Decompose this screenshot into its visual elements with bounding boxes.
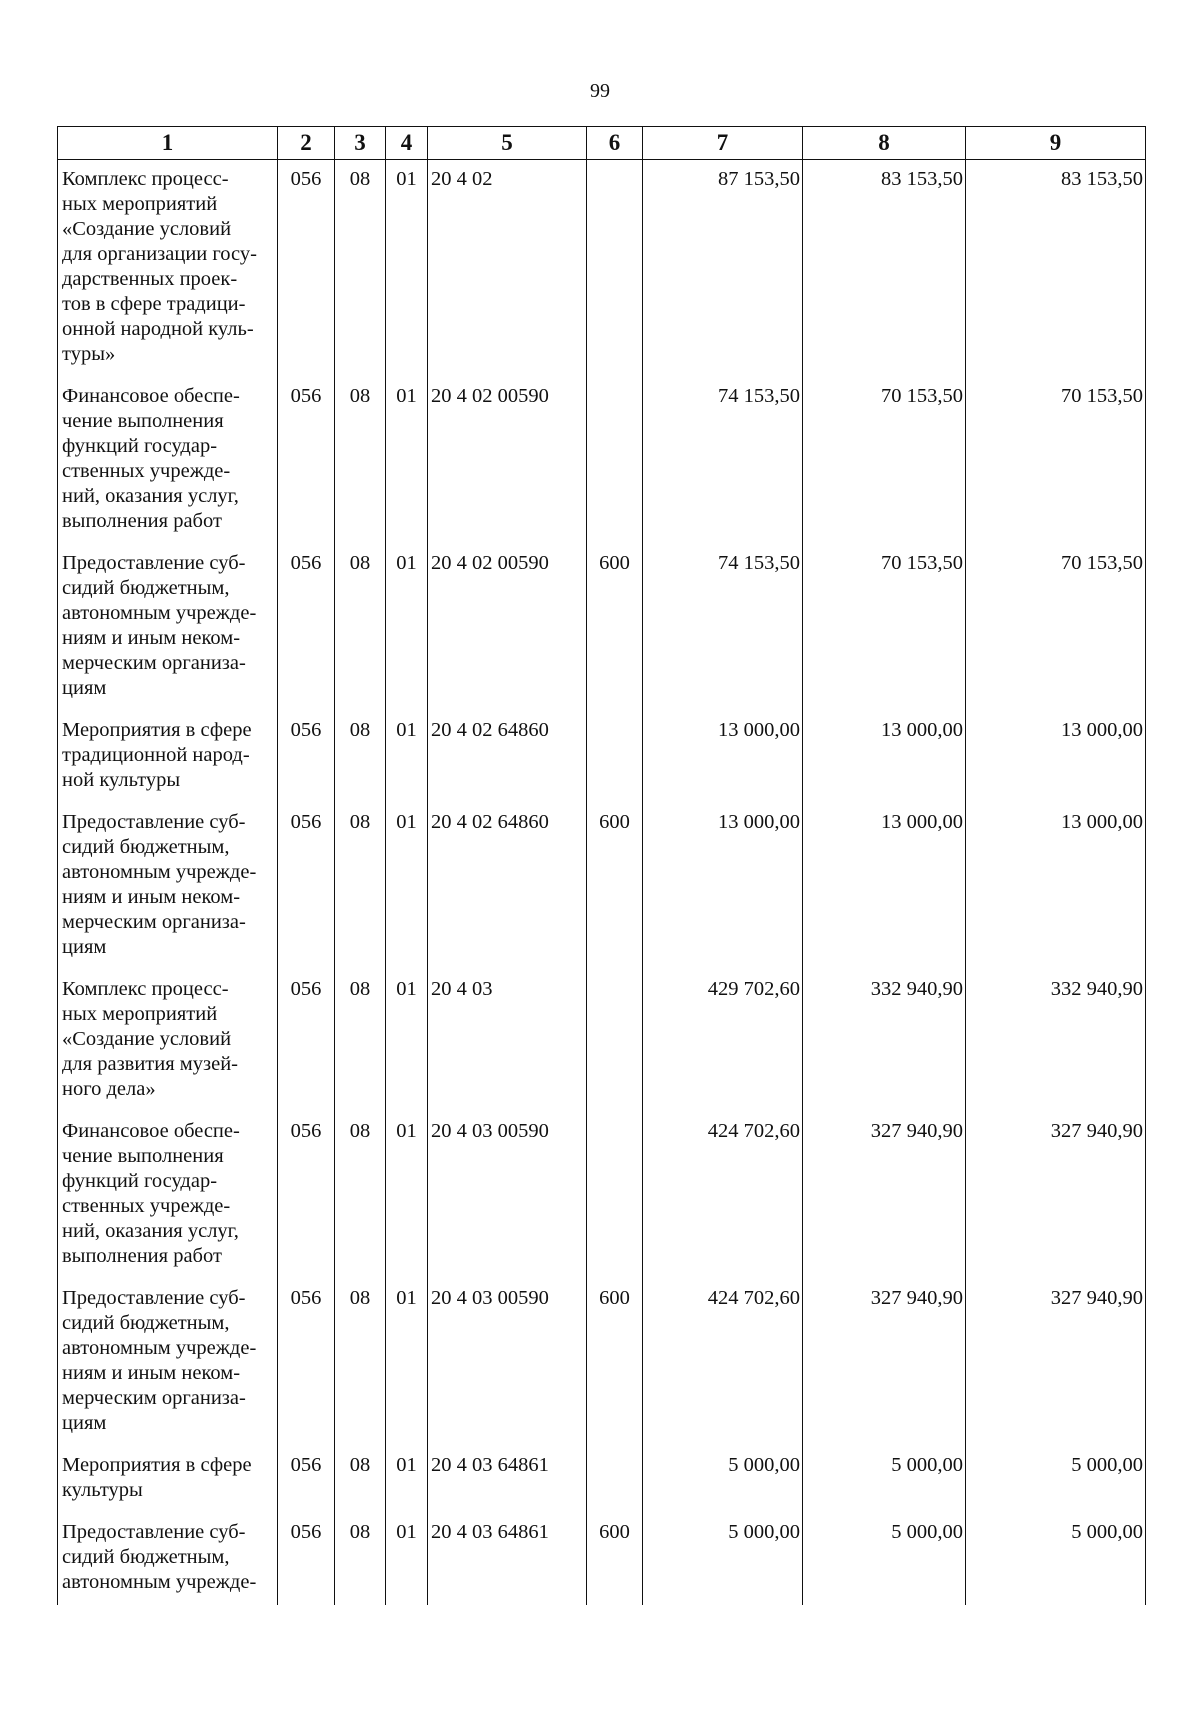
row-amount-8-cell: 327 940,90 <box>803 1112 966 1279</box>
row-amount-9-cell: 332 940,90 <box>966 970 1146 1112</box>
header-col-8: 8 <box>803 127 966 160</box>
row-code-6-cell <box>587 1112 643 1279</box>
table-row <box>58 1446 1146 1513</box>
row-code-4-cell: 01 <box>386 1279 428 1446</box>
table-body <box>58 160 1146 1606</box>
row-name-cell: Финансовое обеспе- чение выполнения функций государ- ственных учрежде- ний, оказания услуг, выполнения работ <box>58 377 278 544</box>
row-name-cell: Мероприятия в сфере культуры <box>58 1446 278 1513</box>
row-name-cell: Мероприятия в сфере традиционной народ- ной культуры <box>58 711 278 803</box>
row-amount-7-cell: 5 000,00 <box>643 1446 803 1513</box>
row-amount-7-cell: 13 000,00 <box>643 803 803 970</box>
row-amount-7-cell: 429 702,60 <box>643 970 803 1112</box>
row-code-5-cell: 20 4 03 00590 <box>428 1279 587 1446</box>
row-amount-7-cell: 5 000,00 <box>643 1513 803 1605</box>
row-amount-9-cell: 83 153,50 <box>966 160 1146 378</box>
row-code-5-cell: 20 4 02 00590 <box>428 377 587 544</box>
row-name-cell: Предоставление суб- сидий бюджетным, автономным учрежде- ниям и иным неком- мерческим организа- циям <box>58 803 278 970</box>
row-code-6-cell <box>587 160 643 378</box>
row-code-4-cell: 01 <box>386 1112 428 1279</box>
row-code-5-cell: 20 4 03 64861 <box>428 1446 587 1513</box>
row-code-3-cell: 08 <box>335 711 386 803</box>
header-col-6: 6 <box>587 127 643 160</box>
row-amount-8-cell: 5 000,00 <box>803 1513 966 1605</box>
row-code-5-cell: 20 4 02 64860 <box>428 711 587 803</box>
budget-table-container <box>57 126 1145 1605</box>
table-row <box>58 711 1146 803</box>
row-code-2-cell: 056 <box>278 711 335 803</box>
row-name-cell: Комплекс процесс- ных мероприятий «Создание условий для организации госу- дарственных проек- тов в сфере традици- онной народной куль- туры» <box>58 160 278 378</box>
row-amount-8-cell: 327 940,90 <box>803 1279 966 1446</box>
row-code-4-cell: 01 <box>386 160 428 378</box>
row-code-4-cell: 01 <box>386 544 428 711</box>
row-code-2-cell: 056 <box>278 160 335 378</box>
row-code-6-cell <box>587 711 643 803</box>
row-code-2-cell: 056 <box>278 544 335 711</box>
row-amount-9-cell: 5 000,00 <box>966 1513 1146 1605</box>
row-amount-9-cell: 13 000,00 <box>966 803 1146 970</box>
row-amount-7-cell: 424 702,60 <box>643 1112 803 1279</box>
row-code-4-cell: 01 <box>386 1446 428 1513</box>
table-row <box>58 1112 1146 1279</box>
row-code-3-cell: 08 <box>335 803 386 970</box>
table-row <box>58 160 1146 378</box>
row-code-2-cell: 056 <box>278 377 335 544</box>
row-amount-9-cell: 327 940,90 <box>966 1112 1146 1279</box>
row-code-6-cell <box>587 1446 643 1513</box>
row-amount-9-cell: 70 153,50 <box>966 544 1146 711</box>
row-code-5-cell: 20 4 02 <box>428 160 587 378</box>
row-code-6-cell: 600 <box>587 1279 643 1446</box>
row-amount-8-cell: 13 000,00 <box>803 803 966 970</box>
row-code-3-cell: 08 <box>335 970 386 1112</box>
row-amount-7-cell: 74 153,50 <box>643 377 803 544</box>
row-code-4-cell: 01 <box>386 1513 428 1605</box>
row-code-6-cell <box>587 970 643 1112</box>
header-col-5: 5 <box>428 127 587 160</box>
header-col-3: 3 <box>335 127 386 160</box>
row-code-5-cell: 20 4 03 <box>428 970 587 1112</box>
header-col-7: 7 <box>643 127 803 160</box>
row-code-3-cell: 08 <box>335 377 386 544</box>
row-code-3-cell: 08 <box>335 544 386 711</box>
row-amount-7-cell: 74 153,50 <box>643 544 803 711</box>
row-code-3-cell: 08 <box>335 160 386 378</box>
row-name-cell: Предоставление суб- сидий бюджетным, автономным учрежде- ниям и иным неком- мерческим организа- циям <box>58 544 278 711</box>
row-code-4-cell: 01 <box>386 970 428 1112</box>
row-code-2-cell: 056 <box>278 1513 335 1605</box>
page-number: 99 <box>590 80 610 102</box>
row-code-4-cell: 01 <box>386 711 428 803</box>
row-code-5-cell: 20 4 02 64860 <box>428 803 587 970</box>
row-amount-9-cell: 13 000,00 <box>966 711 1146 803</box>
row-name-cell: Предоставление суб- сидий бюджетным, автономным учрежде- ниям и иным неком- мерческим организа- циям <box>58 1279 278 1446</box>
row-code-5-cell: 20 4 03 64861 <box>428 1513 587 1605</box>
table-row <box>58 1279 1146 1446</box>
row-amount-7-cell: 13 000,00 <box>643 711 803 803</box>
row-amount-7-cell: 424 702,60 <box>643 1279 803 1446</box>
row-amount-9-cell: 70 153,50 <box>966 377 1146 544</box>
row-code-4-cell: 01 <box>386 803 428 970</box>
table-row <box>58 970 1146 1112</box>
row-amount-8-cell: 5 000,00 <box>803 1446 966 1513</box>
row-code-2-cell: 056 <box>278 1446 335 1513</box>
header-col-9: 9 <box>966 127 1146 160</box>
row-name-cell: Предоставление суб- сидий бюджетным, автономным учрежде- <box>58 1513 278 1605</box>
row-amount-9-cell: 327 940,90 <box>966 1279 1146 1446</box>
table-row <box>58 377 1146 544</box>
header-row <box>58 127 1146 160</box>
budget-table <box>57 126 1146 1605</box>
row-name-cell: Комплекс процесс- ных мероприятий «Создание условий для развития музей- ного дела» <box>58 970 278 1112</box>
table-row <box>58 544 1146 711</box>
row-code-5-cell: 20 4 02 00590 <box>428 544 587 711</box>
row-code-6-cell: 600 <box>587 1513 643 1605</box>
row-code-5-cell: 20 4 03 00590 <box>428 1112 587 1279</box>
row-code-3-cell: 08 <box>335 1513 386 1605</box>
row-code-3-cell: 08 <box>335 1279 386 1446</box>
header-col-1: 1 <box>58 127 278 160</box>
row-amount-8-cell: 70 153,50 <box>803 544 966 711</box>
row-code-6-cell <box>587 377 643 544</box>
row-amount-8-cell: 83 153,50 <box>803 160 966 378</box>
row-code-4-cell: 01 <box>386 377 428 544</box>
row-code-6-cell: 600 <box>587 544 643 711</box>
row-amount-8-cell: 13 000,00 <box>803 711 966 803</box>
row-amount-9-cell: 5 000,00 <box>966 1446 1146 1513</box>
row-name-cell: Финансовое обеспе- чение выполнения функций государ- ственных учрежде- ний, оказания услуг, выполнения работ <box>58 1112 278 1279</box>
row-code-3-cell: 08 <box>335 1446 386 1513</box>
row-code-3-cell: 08 <box>335 1112 386 1279</box>
row-code-2-cell: 056 <box>278 1112 335 1279</box>
table-row <box>58 1513 1146 1605</box>
header-col-4: 4 <box>386 127 428 160</box>
row-code-6-cell: 600 <box>587 803 643 970</box>
row-code-2-cell: 056 <box>278 1279 335 1446</box>
row-amount-8-cell: 332 940,90 <box>803 970 966 1112</box>
row-amount-7-cell: 87 153,50 <box>643 160 803 378</box>
row-code-2-cell: 056 <box>278 970 335 1112</box>
row-code-2-cell: 056 <box>278 803 335 970</box>
table-row <box>58 803 1146 970</box>
row-amount-8-cell: 70 153,50 <box>803 377 966 544</box>
header-col-2: 2 <box>278 127 335 160</box>
